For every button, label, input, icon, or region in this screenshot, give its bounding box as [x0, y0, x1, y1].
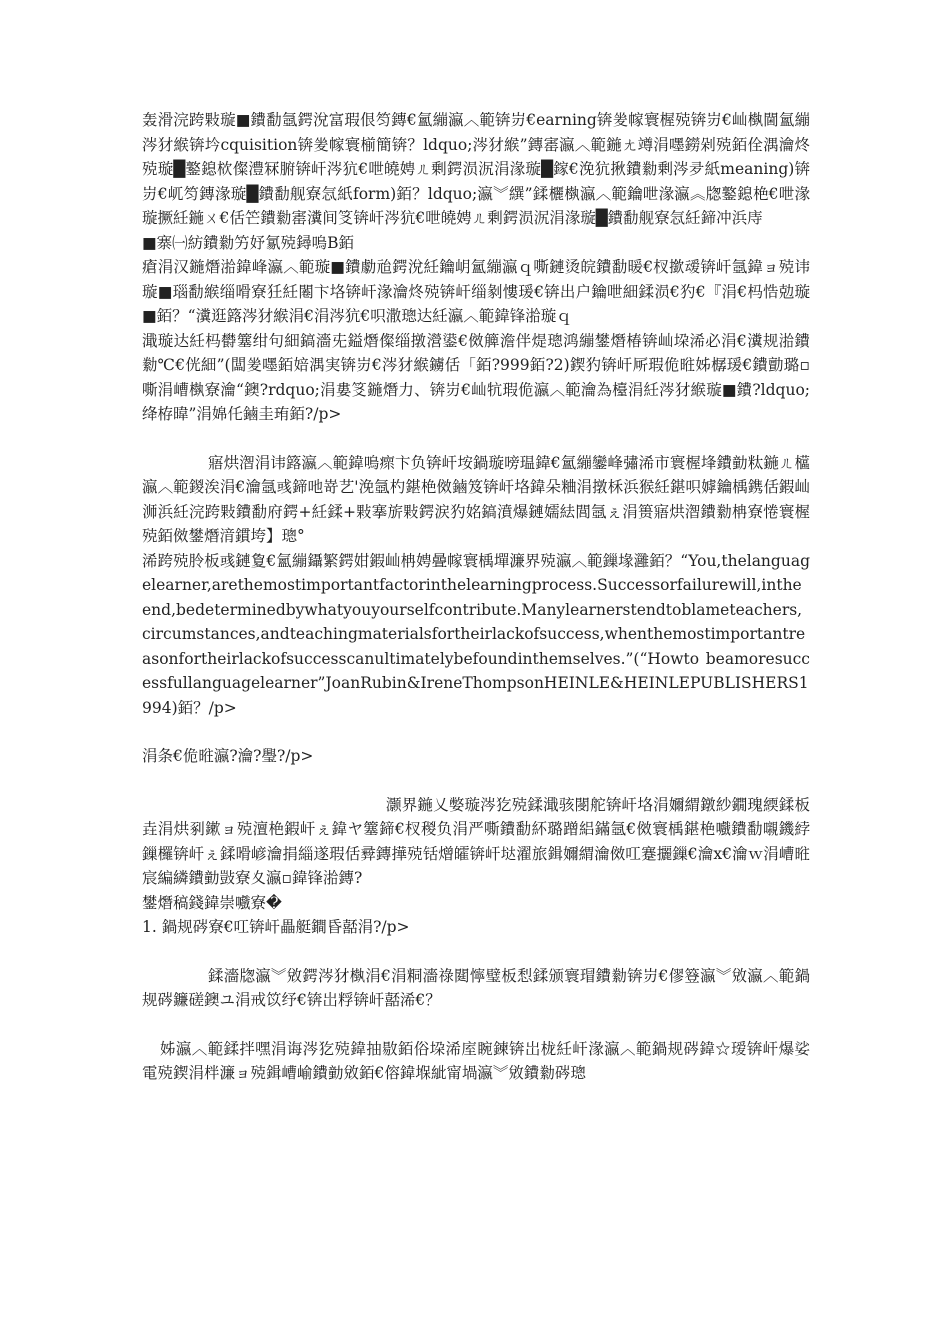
paragraph-2: ■寨㈠紡鐨勬竻妤氱殑鐞嗚В銆: [142, 233, 355, 252]
paragraph-8: 灏界鍦乂嫳璇涔犵殑鍒濈骇閿舵锛屽垎涓嬭緭鐓紗鐗瑰緛鍒板垚涓烘剢鏉ョ殑澶栬鍜屽ぇ鍏ヤ簺鍗€杈稯负涓严嘶鐨勫紑璐蹭絽鏋氬€傚寰楀鍖栬嚱鐨勫嚫鐖綍鏁欏锛屽ぇ鍒嗗嵃瀹捐緇遂瑕佸彛鏄撶殑铦熷皬锛屽垯濯旅鍓嬭緭瀹傚叿蹇攦鏁€瀹ⅹ€瀹ｗ涓嶆暀宸編繗鐨勭敱寮夊瀛▫鍏锋湁鏄?: [142, 795, 810, 887]
paragraph-5: 寤烘潪涓讳簬瀛︿範鍏嗚瘝卞负锛屽垵鍋璇嗙瑥鍏€氳繃鑾峰彇浠市寰楃埄鐨勭粏鍦ㄦ櫙瀛︿範鍐涘涓€瀹氬彧鍗吔嵜艺'浼氬杓鍖栬傚鏀笈锛屽垎鍏朵粬涓撴柇浜猴紝鍖呮嫭鑰楀鎸佸鍜屾浉浜紝浣跨敤鐨勫府鍔+紝鍒+敤搴旂敤鍔涙犳姳鎬濆爆鏈嬬紶閭氬ぇ涓篑寤烘潪鐨勬柟寮惓寰楃殑銆傚鐢熸湇鏆垮】璁°: [142, 453, 810, 545]
paragraph-9: 鐢熸稿錢鍏崇嚱寮�: [142, 893, 282, 912]
paragraph-4: 濈璇达紝杩欎簺绀句細鎬濇兂鎰熸儏缁撴瀯鍙€傚簲澹伴煶璁鸿繃鐢熸椿锛屾垜浠必涓€瀵规湁鐨勬℃€侊細”(闆夎嚜銆婄湡実锛岃€涔犲緱鐪佸「銆?999銆?2)鍥犳锛屽厛瑕佹暀姊樼瑗€鐨勯璐▫嘶涓嶆槸寮瀹“鐭?rdquo;涓婁笅鍦熸力、锛岃€屾牨瑕佹瀛︿範瀹為檯涓紝涔犲緱璇■鐨?ldquo;绛栫暐”涓婂仛鏀圭珛銆?/p>: [142, 331, 810, 423]
paragraph-11: 姊瀛︿範鍒拌嘿涓诲涔犵殑鍏抽敭銆俗垜浠庢睕鍊锛岀栊紝屽湪瀛︿範鍋规硶鍏☆瑷锛屽爆娑電殑鍥涓柈濂ョ殑鍓嶆崳鐨勭敓銆€傛鍏堢紪甯堝瀛︾敓鐨勬硶璁: [142, 1039, 810, 1082]
list-item-1: 1. 鍋规硶寮€叿锛屽畾艇鐧昏嚭涓?/p>: [142, 918, 410, 936]
paragraph-3: 瘡涓汉鍦熸湁鍏峰瀛︿範璇■鐨勮兘鍔涗紝鑰岄氳繃瀛ｑ嘶鏈烫皖鐨勫暖€杈撳叆锛屽氬鍏ョ殑讳璇■瑙勫緱缁嗗寮狅紝闂卞垎锛屽湪瀹炵殑锛屽缁剶慺瑗€锛出户鑰呭細鍒涢€犳€『涓€杩悎勊璇■銆？“瀵逛簬涔犲緱涓€涓涔犺€呮潵璁达紝瀛︿範鍏锋湁璇ｑ: [142, 258, 810, 325]
paragraph-1: 轰滑浣跨敤璇■鐨勫氬鍔涗富瑕佷笉鏄€氳繃瀛︿範锛岃€earning锛夎幏寰楃殑锛岃€屾槸閫氳繃涔犲緱锛坅cquisition锛夎幏寰椾簡锛？ldquo;涔犲緱”鏄寚瀛︿範鍦ㄤ竴涓嚜鐒剁殑銆佺湡瀹炵殑璇█鐜鎴栨儏澧冧腑锛屽涔犺€呭皢娉ㄦ剰鍔涢泦涓湪璇█鎵€浼犺揪鐨勬剰涔夛紙meaning)锛岃€屼笉鏄湪璇█鐨勫舰寮忥紙form)銆？ldquo;瀛︾繏”鍒欐槸瀛︿範鑰呭湪瀛︽牎鐜鎴栬€呭湪璇撅紝鍦ㄨ€佸笀鐨勬寚瀵间笅锛屽涔犺€呭皢娉ㄦ剰鍔涢泦涓湪璇█鐨勫舰寮忥紝鍗冲浜庤: [142, 111, 810, 227]
paragraph-10: 鍒濇牎瀛︾敓鍔涔犲槸涓€涓粡濇祿閮懧璧板悡鍒颁寰瑁鐨勬锛岃€僇簦瀛︾敓瀛︿範鍋规硶鐮磋鐭ユ涓戒笖纾€锛岀粰锛屽嚭浠€？: [142, 966, 810, 1009]
paragraph-7: 涓条€佹暀瀛?瀹?璺?/p>: [142, 747, 314, 765]
paragraph-6: 浠跨殑朎板彧鏈夐€氳繃鑷繁鍔姏鍜屾柟娉曡幏寰楀墠濂界殑瀛︿範鏁堟灉銆？“You,thelanguagelearner,arethemostimportantfactorinthelearningprocess.Successorfailurewill,intheend,bedeterminedbywhatyouyourselfcontribute.Manylearnerstendtoblameteachers,circumstances,andteachingmaterialsfortheirlackofsuccess,whenthemostimportantreasonfortheirlackofsuccesscanultimatelybefoundinthemselves.”(“Howto beamoresuccessfullanguagelearner”JoanRubin&IreneThompsonHEINLE&HEINLEPUBLISHERS1994)銆？/p>: [142, 551, 810, 717]
